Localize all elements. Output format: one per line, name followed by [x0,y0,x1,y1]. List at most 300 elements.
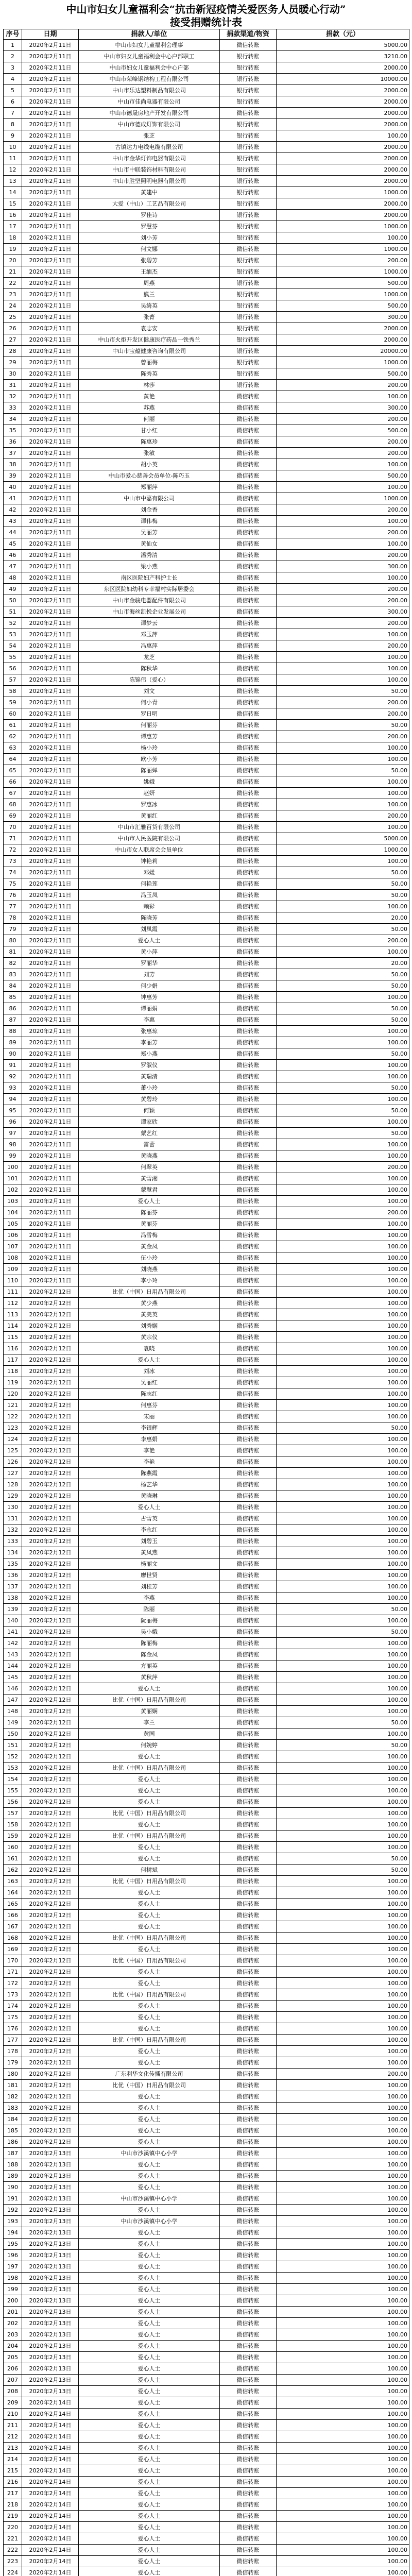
row-donor: 冯惠萍 [79,640,220,652]
table-row [4,1524,409,1536]
row-amount: 100.00 [277,232,409,244]
row-amount: 100.00 [277,1921,409,1933]
row-amount: 200.00 [277,935,409,946]
row-donor: 中山市沙溪镇中心小学 [79,2216,220,2227]
row-no: 42 [4,504,22,516]
row-date: 2020年2月14日 [22,2431,79,2443]
row-no: 7 [4,108,22,119]
row-amount: 200.00 [277,414,409,425]
row-no: 137 [4,1581,22,1592]
row-method: 银行转账 [220,232,277,244]
row-no: 50 [4,595,22,606]
row-date: 2020年2月11日 [22,300,79,312]
row-date: 2020年2月13日 [22,2386,79,2397]
row-donor: 曾丽梅 [79,357,220,368]
table-row [4,1116,409,1128]
table-row [4,550,409,561]
row-donor: 爱心人士 [79,2137,220,2148]
table-row [4,1728,409,1740]
row-amount: 50.00 [277,686,409,697]
table-row [4,1400,409,1411]
row-amount: 100.00 [277,1275,409,1286]
row-method: 微信转账 [220,1694,277,1706]
table-row [4,1797,409,1808]
row-no: 56 [4,663,22,674]
row-donor: 爱心人士 [79,2239,220,2250]
row-date: 2020年2月12日 [22,1831,79,1842]
table-row [4,2488,409,2499]
row-donor: 钟惠芳 [79,992,220,1003]
row-donor: 罗淑仪 [79,1060,220,1071]
row-amount: 50.00 [277,1717,409,1728]
row-no: 6 [4,96,22,108]
row-no: 17 [4,221,22,232]
row-method: 微信转账 [220,1683,277,1694]
row-no: 117 [4,1354,22,1366]
row-amount: 100.00 [277,1309,409,1320]
row-no: 53 [4,629,22,640]
row-donor: 谭惠芳 [79,731,220,742]
row-date: 2020年2月12日 [22,1819,79,1831]
table-row [4,2182,409,2193]
row-amount: 200.00 [277,595,409,606]
table-row [4,1048,409,1060]
row-date: 2020年2月12日 [22,2035,79,2046]
row-donor: 何翠英 [79,1162,220,1173]
row-method: 微信转账 [220,2511,277,2522]
row-donor: 杨丽文 [79,1558,220,1570]
row-date: 2020年2月12日 [22,1604,79,1615]
row-no: 183 [4,2103,22,2114]
row-method: 微信转账 [220,2307,277,2318]
row-date: 2020年2月11日 [22,935,79,946]
table-row [4,640,409,652]
row-date: 2020年2月12日 [22,1933,79,1944]
row-amount: 100.00 [277,2001,409,2012]
row-donor: 爱心人士 [79,1751,220,1762]
row-no: 74 [4,867,22,878]
row-no: 199 [4,2284,22,2295]
row-amount: 100.00 [277,1366,409,1377]
row-donor: 比优（中国）日用品有限公司 [79,2035,220,2046]
table-row [4,912,409,924]
table-row [4,232,409,244]
row-no: 59 [4,697,22,708]
table-row [4,1468,409,1479]
table-row [4,2080,409,2091]
row-method: 微信转账 [220,1774,277,1785]
row-date: 2020年2月12日 [22,1354,79,1366]
row-amount: 5000.00 [277,40,409,51]
row-method: 微信转账 [220,1434,277,1445]
row-donor: 比优（中国）日用品有限公司 [79,1762,220,1774]
table-row [4,278,409,289]
table-row [4,1989,409,2001]
row-donor: 黄少燕 [79,1298,220,1309]
row-date: 2020年2月12日 [22,1978,79,1989]
table-row [4,946,409,958]
row-method: 微信转账 [220,2420,277,2431]
row-amount: 1000.00 [277,244,409,255]
row-amount: 100.00 [277,1456,409,1468]
row-method: 微信转账 [220,2046,277,2057]
row-no: 176 [4,2023,22,2035]
row-donor: 中山市金骏电器配件有限公司 [79,595,220,606]
row-donor: 王缅杰 [79,266,220,278]
row-no: 35 [4,425,22,436]
row-donor: 比优（中国）日用品有限公司 [79,1694,220,1706]
row-date: 2020年2月11日 [22,1184,79,1196]
table-row [4,1831,409,1842]
row-amount: 100.00 [277,1332,409,1343]
row-no: 132 [4,1524,22,1536]
row-donor: 陈惠珍 [79,436,220,448]
row-method: 微信转账 [220,2454,277,2465]
table-row [4,992,409,1003]
table-row [4,1751,409,1762]
row-amount: 100.00 [277,754,409,765]
row-donor: 吴丽红 [79,1377,220,1388]
row-donor: 邓媛 [79,867,220,878]
row-method: 微信转账 [220,108,277,119]
row-date: 2020年2月11日 [22,289,79,300]
table-row [4,2069,409,2080]
row-amount: 100.00 [277,2137,409,2148]
row-amount: 100.00 [277,2261,409,2273]
row-no: 93 [4,1082,22,1094]
row-amount: 100.00 [277,2375,409,2386]
row-method: 微信转账 [220,1422,277,1434]
table-row [4,1955,409,1967]
row-method: 微信转账 [220,1071,277,1082]
row-date: 2020年2月11日 [22,527,79,538]
row-donor: 爱心人士 [79,2431,220,2443]
table-row [4,300,409,312]
row-date: 2020年2月11日 [22,1060,79,1071]
row-amount: 100.00 [277,572,409,584]
row-no: 201 [4,2307,22,2318]
row-amount: 100.00 [277,2125,409,2137]
table-row [4,380,409,391]
table-row [4,867,409,878]
row-amount: 100.00 [277,2363,409,2375]
row-date: 2020年2月12日 [22,1536,79,1547]
row-amount: 1000.00 [277,289,409,300]
table-row [4,1853,409,1865]
row-date: 2020年2月12日 [22,1298,79,1309]
row-amount: 100.00 [277,2227,409,2239]
row-method: 微信转账 [220,1139,277,1150]
table-row [4,1774,409,1785]
row-no: 202 [4,2318,22,2329]
row-donor: 中山市德晟房地产开发有限公司 [79,108,220,119]
row-date: 2020年2月11日 [22,1150,79,1162]
row-no: 135 [4,1558,22,1570]
row-amount: 100.00 [277,2035,409,2046]
row-amount: 100.00 [277,1377,409,1388]
row-amount: 500.00 [277,368,409,380]
row-amount: 1000.00 [277,844,409,856]
row-date: 2020年2月11日 [22,1218,79,1230]
row-method: 微信转账 [220,2386,277,2397]
table-row [4,720,409,731]
row-method: 微信转账 [220,550,277,561]
row-donor: 何小青 [79,697,220,708]
row-donor: 何艳莲 [79,878,220,890]
row-amount: 100.00 [277,1434,409,1445]
row-no: 101 [4,1173,22,1184]
row-method: 微信转账 [220,2023,277,2035]
row-method: 微信转账 [220,2352,277,2363]
row-donor: 李艳 [79,1456,220,1468]
row-date: 2020年2月11日 [22,255,79,266]
row-amount: 50.00 [277,867,409,878]
table-row [4,1785,409,1797]
row-amount: 100.00 [277,1320,409,1332]
row-amount: 100.00 [277,2012,409,2023]
row-no: 121 [4,1400,22,1411]
table-row [4,2250,409,2261]
row-method: 银行转账 [220,85,277,96]
row-method: 银行转账 [220,176,277,187]
row-date: 2020年2月11日 [22,210,79,221]
row-amount: 2000.00 [277,176,409,187]
row-date: 2020年2月12日 [22,1797,79,1808]
row-method: 微信转账 [220,2375,277,2386]
row-no: 33 [4,402,22,414]
table-row [4,1082,409,1094]
row-no: 57 [4,674,22,686]
row-method: 微信转账 [220,2397,277,2409]
row-donor: 李燕 [79,1592,220,1604]
table-row [4,1377,409,1388]
table-row [4,935,409,946]
row-donor: 东区医院妇幼科专幸福村实际居委会 [79,584,220,595]
row-amount: 100.00 [277,1683,409,1694]
row-donor: 中山市人民医院有限公司 [79,833,220,844]
row-donor: 爱心人士 [79,1196,220,1207]
row-date: 2020年2月11日 [22,1094,79,1105]
table-row [4,516,409,527]
table-row [4,85,409,96]
row-date: 2020年2月11日 [22,1037,79,1048]
row-method: 微信转账 [220,2012,277,2023]
row-date: 2020年2月12日 [22,1558,79,1570]
row-date: 2020年2月11日 [22,550,79,561]
table-row [4,1921,409,1933]
row-donor: 黄秋萍 [79,1672,220,1683]
row-amount: 100.00 [277,1558,409,1570]
row-amount: 100.00 [277,2307,409,2318]
table-row [4,2216,409,2227]
row-method: 微信转账 [220,436,277,448]
table-row [4,2329,409,2341]
row-donor: 南区医院妇产科护士长 [79,572,220,584]
row-no: 89 [4,1037,22,1048]
row-donor: 黄建中 [79,187,220,198]
row-donor: 刘凤霞 [79,924,220,935]
row-donor: 龙芝 [79,652,220,663]
table-row [4,108,409,119]
row-donor: 张惠琼 [79,1026,220,1037]
row-donor: 爱心人士 [79,2511,220,2522]
row-amount: 100.00 [277,1694,409,1706]
table-row [4,2035,409,2046]
row-donor: 刘冰 [79,1366,220,1377]
table-row [4,2409,409,2420]
row-amount: 100.00 [277,2477,409,2488]
table-row [4,255,409,266]
row-amount: 100.00 [277,2250,409,2261]
row-amount: 100.00 [277,1060,409,1071]
row-donor: 爱心人士 [79,2499,220,2511]
row-donor: 爱心人士 [79,2012,220,2023]
table-row [4,822,409,833]
row-date: 2020年2月11日 [22,1275,79,1286]
row-date: 2020年2月12日 [22,1524,79,1536]
row-method: 微信转账 [220,1377,277,1388]
row-no: 138 [4,1592,22,1604]
row-date: 2020年2月13日 [22,2239,79,2250]
row-donor: 爱心人士 [79,2227,220,2239]
row-donor: 袁志安 [79,323,220,334]
row-amount: 20000.00 [277,346,409,357]
header-no: 序号 [4,29,22,40]
table-row [4,176,409,187]
row-date: 2020年2月11日 [22,62,79,74]
row-date: 2020年2月11日 [22,788,79,799]
row-no: 71 [4,833,22,844]
row-amount: 20.00 [277,912,409,924]
title-line-2: 接受捐赠统计表 [170,16,242,28]
row-amount: 100.00 [277,2239,409,2250]
row-amount: 100.00 [277,1638,409,1649]
row-date: 2020年2月11日 [22,1173,79,1184]
row-no: 20 [4,255,22,266]
row-amount: 100.00 [277,1116,409,1128]
row-donor: 钟艳莉 [79,856,220,867]
row-no: 192 [4,2205,22,2216]
row-date: 2020年2月13日 [22,2318,79,2329]
row-donor: 黄丽红 [79,810,220,822]
row-donor: 爱心人士 [79,2205,220,2216]
row-no: 131 [4,1513,22,1524]
row-no: 174 [4,2001,22,2012]
table-row [4,663,409,674]
row-donor: 中山市佳尚电器有限公司 [79,96,220,108]
table-row [4,2443,409,2454]
row-method: 微信转账 [220,391,277,402]
row-donor: 刘碧玉 [79,1536,220,1547]
row-method: 银行转账 [220,266,277,278]
table-row [4,2533,409,2545]
table-row [4,2545,409,2556]
row-date: 2020年2月12日 [22,1955,79,1967]
row-amount: 100.00 [277,2397,409,2409]
table-row [4,1366,409,1377]
row-date: 2020年2月12日 [22,1921,79,1933]
row-donor: 爱心人士 [79,2409,220,2420]
row-date: 2020年2月11日 [22,346,79,357]
row-method: 微信转账 [220,2567,277,2576]
row-date: 2020年2月11日 [22,402,79,414]
table-row [4,2465,409,2477]
table-row [4,1513,409,1524]
row-no: 85 [4,992,22,1003]
row-donor: 爱心人士 [79,2420,220,2431]
row-method: 微信转账 [220,1638,277,1649]
row-date: 2020年2月12日 [22,1774,79,1785]
row-donor: 周燕 [79,278,220,289]
row-no: 143 [4,1649,22,1660]
row-donor: 陈秀英 [79,368,220,380]
row-no: 1 [4,40,22,51]
row-amount: 50.00 [277,1604,409,1615]
row-method: 微信转账 [220,2341,277,2352]
row-donor: 爱心人士 [79,1978,220,1989]
row-amount: 200.00 [277,550,409,561]
row-donor: 爱心人士 [79,2159,220,2171]
row-donor: 胡小英 [79,459,220,470]
row-donor: 谭丽娟 [79,1003,220,1014]
row-donor: 林莎 [79,380,220,391]
row-date: 2020年2月11日 [22,74,79,85]
row-amount: 100.00 [277,2329,409,2341]
table-row [4,130,409,142]
row-donor: 雷蕾 [79,1139,220,1150]
row-method: 微信转账 [220,1445,277,1456]
row-method: 微信转账 [220,1490,277,1502]
row-donor: 爱心人士 [79,2545,220,2556]
row-method: 微信转账 [220,1547,277,1558]
row-donor: 冯玉凤 [79,890,220,901]
table-row [4,1865,409,1876]
row-no: 62 [4,731,22,742]
row-amount: 100.00 [277,1173,409,1184]
row-donor: 黄丽娴 [79,1706,220,1717]
row-method: 微信转账 [220,470,277,482]
row-amount: 50.00 [277,1865,409,1876]
table-row [4,890,409,901]
row-method: 微信转账 [220,686,277,697]
row-method: 微信转账 [220,1853,277,1865]
row-donor: 古镇达力电线电缆有限公司 [79,142,220,153]
row-method: 银行转账 [220,289,277,300]
row-date: 2020年2月12日 [22,2114,79,2125]
row-no: 100 [4,1162,22,1173]
row-donor: 陈秋华 [79,663,220,674]
table-row [4,561,409,572]
row-method: 微信转账 [220,2250,277,2261]
row-donor: 阮丽梅 [79,1615,220,1626]
row-amount: 5000.00 [277,833,409,844]
row-donor: 梁小燕 [79,561,220,572]
row-date: 2020年2月11日 [22,119,79,130]
row-amount: 50.00 [277,890,409,901]
row-donor: 黄雪湘 [79,1173,220,1184]
row-no: 180 [4,2069,22,2080]
row-amount: 100.00 [277,2511,409,2522]
row-donor: 黄凤燕 [79,1547,220,1558]
row-date: 2020年2月12日 [22,2046,79,2057]
table-row [4,1014,409,1026]
row-no: 103 [4,1196,22,1207]
row-method: 微信转账 [220,890,277,901]
row-no: 79 [4,924,22,935]
row-method: 微信转账 [220,2069,277,2080]
table-row [4,346,409,357]
row-amount: 100.00 [277,459,409,470]
